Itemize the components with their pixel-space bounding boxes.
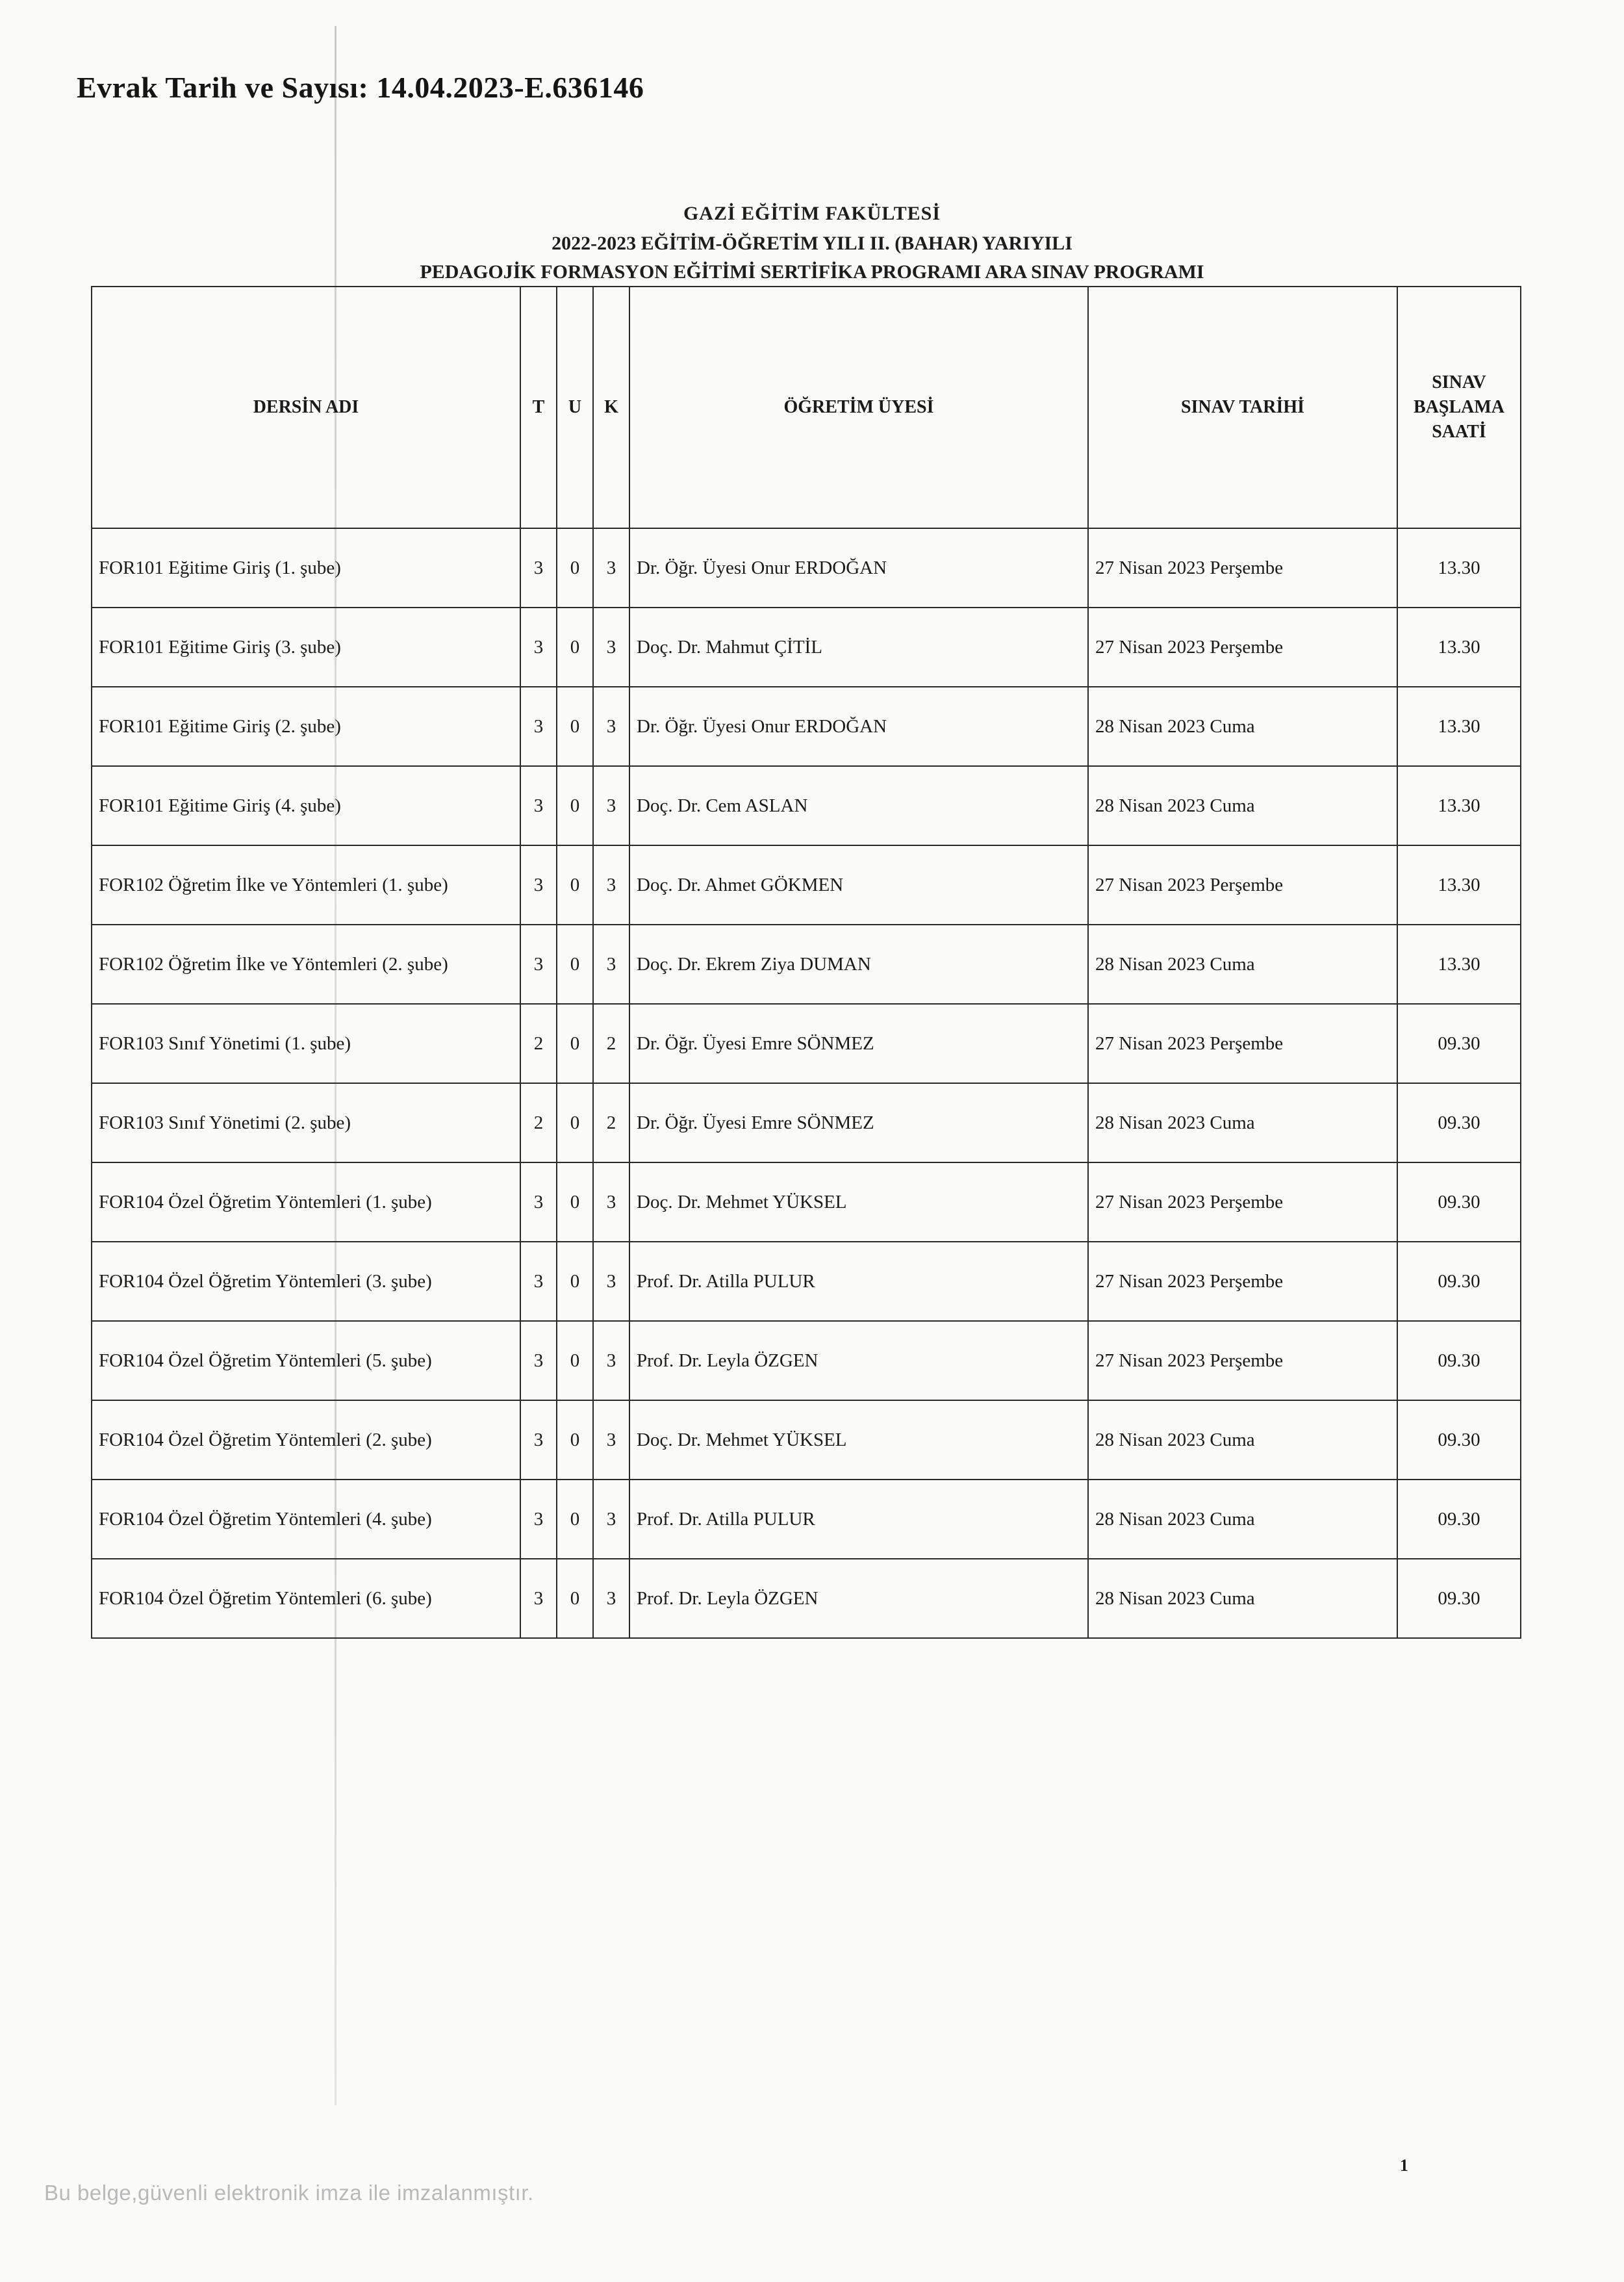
faculty-title: GAZİ EĞİTİM FAKÜLTESİ — [683, 203, 941, 224]
cell-t: 2 — [520, 1004, 557, 1083]
cell-ogretim-uyesi: Prof. Dr. Leyla ÖZGEN — [629, 1321, 1088, 1400]
cell-ogretim-uyesi: Dr. Öğr. Üyesi Onur ERDOĞAN — [629, 528, 1088, 608]
cell-t: 2 — [520, 1083, 557, 1162]
term-title: 2022-2023 EĞİTİM-ÖĞRETİM YILI II. (BAHAR) YARIYILI — [552, 233, 1072, 254]
cell-ogretim-uyesi: Doç. Dr. Mahmut ÇİTİL — [629, 608, 1088, 687]
cell-saat: 13.30 — [1397, 925, 1521, 1004]
table-row — [92, 1400, 1521, 1480]
table-header-row — [92, 287, 1521, 528]
cell-tarih: 28 Nisan 2023 Cuma — [1088, 1559, 1397, 1638]
table-row — [92, 766, 1521, 845]
cell-k: 3 — [593, 608, 629, 687]
cell-saat: 09.30 — [1397, 1480, 1521, 1559]
cell-u: 0 — [557, 1480, 593, 1559]
cell-tarih: 27 Nisan 2023 Perşembe — [1088, 608, 1397, 687]
cell-u: 0 — [557, 1242, 593, 1321]
cell-ogretim-uyesi: Doç. Dr. Mehmet YÜKSEL — [629, 1400, 1088, 1480]
cell-k: 2 — [593, 1083, 629, 1162]
cell-saat: 09.30 — [1397, 1321, 1521, 1400]
cell-t: 3 — [520, 1162, 557, 1242]
cell-t: 3 — [520, 1400, 557, 1480]
cell-u: 0 — [557, 845, 593, 925]
cell-saat: 09.30 — [1397, 1559, 1521, 1638]
cell-tarih: 27 Nisan 2023 Perşembe — [1088, 1242, 1397, 1321]
cell-k: 3 — [593, 687, 629, 766]
cell-tarih: 27 Nisan 2023 Perşembe — [1088, 1162, 1397, 1242]
cell-ders: FOR102 Öğretim İlke ve Yöntemleri (1. şube) — [92, 845, 520, 925]
cell-ogretim-uyesi: Prof. Dr. Atilla PULUR — [629, 1242, 1088, 1321]
cell-u: 0 — [557, 1400, 593, 1480]
table-row — [92, 1004, 1521, 1083]
table-row — [92, 925, 1521, 1004]
table-row — [92, 1321, 1521, 1400]
document-reference: Evrak Tarih ve Sayısı: 14.04.2023-E.636146 — [77, 71, 644, 104]
cell-saat: 13.30 — [1397, 528, 1521, 608]
cell-k: 3 — [593, 1480, 629, 1559]
cell-t: 3 — [520, 608, 557, 687]
cell-u: 0 — [557, 608, 593, 687]
cell-ogretim-uyesi: Prof. Dr. Atilla PULUR — [629, 1480, 1088, 1559]
cell-saat: 13.30 — [1397, 687, 1521, 766]
cell-t: 3 — [520, 766, 557, 845]
cell-ders: FOR104 Özel Öğretim Yöntemleri (2. şube) — [92, 1400, 520, 1480]
cell-u: 0 — [557, 1083, 593, 1162]
cell-ogretim-uyesi: Dr. Öğr. Üyesi Emre SÖNMEZ — [629, 1083, 1088, 1162]
header-t: T — [520, 287, 557, 528]
cell-k: 3 — [593, 528, 629, 608]
cell-t: 3 — [520, 1480, 557, 1559]
cell-ogretim-uyesi: Doç. Dr. Mehmet YÜKSEL — [629, 1162, 1088, 1242]
e-signature-note: Bu belge,güvenli elektronik imza ile imzalanmıştır. — [44, 2181, 534, 2205]
header-saat-line2: BAŞLAMA — [1413, 397, 1504, 418]
table-row — [92, 1162, 1521, 1242]
cell-u: 0 — [557, 1162, 593, 1242]
cell-ders: FOR101 Eğitime Giriş (1. şube) — [92, 528, 520, 608]
cell-k: 3 — [593, 1321, 629, 1400]
cell-ders: FOR104 Özel Öğretim Yöntemleri (6. şube) — [92, 1559, 520, 1638]
table-row — [92, 528, 1521, 608]
cell-saat: 13.30 — [1397, 608, 1521, 687]
cell-tarih: 28 Nisan 2023 Cuma — [1088, 1480, 1397, 1559]
cell-ders: FOR102 Öğretim İlke ve Yöntemleri (2. şube) — [92, 925, 520, 1004]
cell-tarih: 27 Nisan 2023 Perşembe — [1088, 528, 1397, 608]
page-number: 1 — [1400, 2156, 1408, 2175]
header-saat-line1: SINAV — [1432, 372, 1486, 393]
header-saat-line3: SAATİ — [1432, 421, 1486, 442]
cell-ders: FOR103 Sınıf Yönetimi (2. şube) — [92, 1083, 520, 1162]
cell-k: 3 — [593, 1242, 629, 1321]
cell-k: 2 — [593, 1004, 629, 1083]
cell-saat: 09.30 — [1397, 1083, 1521, 1162]
cell-u: 0 — [557, 1559, 593, 1638]
header-u: U — [557, 287, 593, 528]
header-k: K — [593, 287, 629, 528]
table-row — [92, 1559, 1521, 1638]
cell-k: 3 — [593, 766, 629, 845]
cell-k: 3 — [593, 1400, 629, 1480]
header-sinav-tarihi: SINAV TARİHİ — [1088, 287, 1397, 528]
table-row — [92, 1242, 1521, 1321]
cell-k: 3 — [593, 1559, 629, 1638]
cell-ders: FOR104 Özel Öğretim Yöntemleri (1. şube) — [92, 1162, 520, 1242]
cell-ogretim-uyesi: Doç. Dr. Ahmet GÖKMEN — [629, 845, 1088, 925]
cell-tarih: 28 Nisan 2023 Cuma — [1088, 687, 1397, 766]
cell-ders: FOR101 Eğitime Giriş (2. şube) — [92, 687, 520, 766]
header-ogretim-uyesi: ÖĞRETİM ÜYESİ — [629, 287, 1088, 528]
cell-t: 3 — [520, 845, 557, 925]
header-sinav-saati — [1397, 287, 1521, 528]
cell-ogretim-uyesi: Doç. Dr. Cem ASLAN — [629, 766, 1088, 845]
cell-tarih: 27 Nisan 2023 Perşembe — [1088, 1004, 1397, 1083]
cell-ders: FOR104 Özel Öğretim Yöntemleri (3. şube) — [92, 1242, 520, 1321]
cell-k: 3 — [593, 925, 629, 1004]
cell-ogretim-uyesi: Dr. Öğr. Üyesi Emre SÖNMEZ — [629, 1004, 1088, 1083]
table-row — [92, 1480, 1521, 1559]
table-row — [92, 608, 1521, 687]
cell-u: 0 — [557, 766, 593, 845]
cell-saat: 09.30 — [1397, 1162, 1521, 1242]
program-title: PEDAGOJİK FORMASYON EĞİTİMİ SERTİFİKA PROGRAMI ARA SINAV PROGRAMI — [420, 261, 1204, 283]
cell-t: 3 — [520, 1321, 557, 1400]
cell-tarih: 27 Nisan 2023 Perşembe — [1088, 845, 1397, 925]
cell-u: 0 — [557, 687, 593, 766]
cell-u: 0 — [557, 1004, 593, 1083]
cell-tarih: 28 Nisan 2023 Cuma — [1088, 1083, 1397, 1162]
cell-saat: 09.30 — [1397, 1004, 1521, 1083]
cell-u: 0 — [557, 1321, 593, 1400]
table-row — [92, 687, 1521, 766]
cell-t: 3 — [520, 528, 557, 608]
cell-saat: 09.30 — [1397, 1242, 1521, 1321]
cell-saat: 09.30 — [1397, 1400, 1521, 1480]
cell-ders: FOR103 Sınıf Yönetimi (1. şube) — [92, 1004, 520, 1083]
table-row — [92, 845, 1521, 925]
table-row — [92, 1083, 1521, 1162]
cell-tarih: 28 Nisan 2023 Cuma — [1088, 1400, 1397, 1480]
cell-ogretim-uyesi: Dr. Öğr. Üyesi Onur ERDOĞAN — [629, 687, 1088, 766]
cell-ders: FOR104 Özel Öğretim Yöntemleri (5. şube) — [92, 1321, 520, 1400]
cell-t: 3 — [520, 1559, 557, 1638]
cell-t: 3 — [520, 1242, 557, 1321]
exam-schedule-table — [91, 286, 1521, 1639]
cell-t: 3 — [520, 925, 557, 1004]
cell-ogretim-uyesi: Prof. Dr. Leyla ÖZGEN — [629, 1559, 1088, 1638]
cell-saat: 13.30 — [1397, 845, 1521, 925]
cell-saat: 13.30 — [1397, 766, 1521, 845]
cell-ders: FOR101 Eğitime Giriş (4. şube) — [92, 766, 520, 845]
cell-ders: FOR104 Özel Öğretim Yöntemleri (4. şube) — [92, 1480, 520, 1559]
header-ders-adi: DERSİN ADI — [92, 287, 520, 528]
cell-tarih: 27 Nisan 2023 Perşembe — [1088, 1321, 1397, 1400]
cell-ogretim-uyesi: Doç. Dr. Ekrem Ziya DUMAN — [629, 925, 1088, 1004]
cell-ders: FOR101 Eğitime Giriş (3. şube) — [92, 608, 520, 687]
cell-t: 3 — [520, 687, 557, 766]
cell-k: 3 — [593, 845, 629, 925]
cell-u: 0 — [557, 925, 593, 1004]
cell-u: 0 — [557, 528, 593, 608]
cell-k: 3 — [593, 1162, 629, 1242]
cell-tarih: 28 Nisan 2023 Cuma — [1088, 925, 1397, 1004]
cell-tarih: 28 Nisan 2023 Cuma — [1088, 766, 1397, 845]
